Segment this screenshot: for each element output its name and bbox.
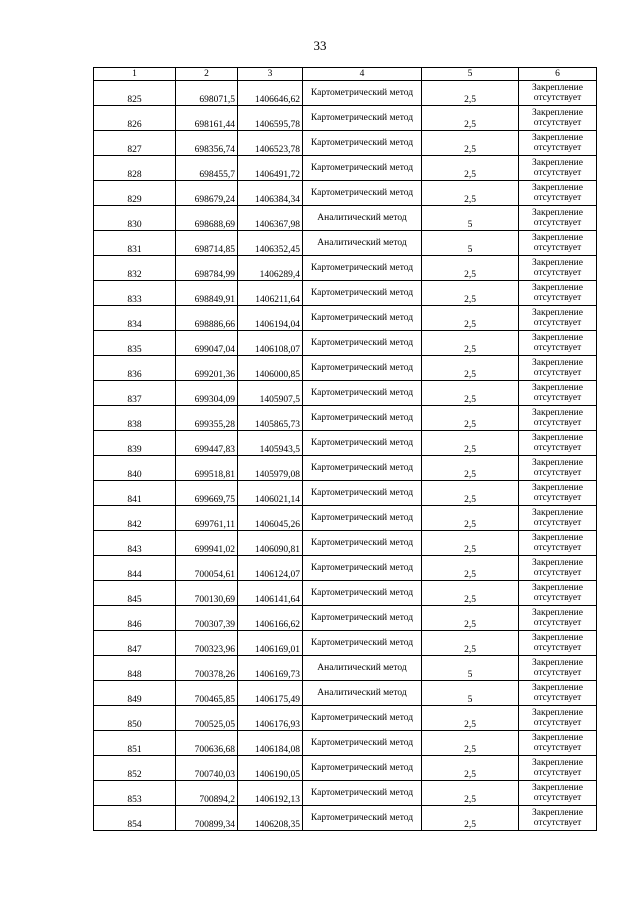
- header-row: [94, 68, 597, 81]
- point-number-cell: 835: [94, 331, 176, 356]
- x-coordinate-cell: 700307,39: [176, 606, 238, 631]
- method-cell: Аналитический метод: [303, 231, 422, 256]
- y-coordinate-cell: 1406090,81: [238, 531, 303, 556]
- fixing-cell: Закрепление отсутствует: [519, 756, 597, 781]
- method-cell: Картометрический метод: [303, 331, 422, 356]
- method-cell: Картометрический метод: [303, 306, 422, 331]
- table-row: [94, 106, 597, 131]
- accuracy-cell: 2,5: [422, 406, 519, 431]
- point-number-cell: 845: [94, 581, 176, 606]
- table-row: [94, 731, 597, 756]
- accuracy-cell: 2,5: [422, 431, 519, 456]
- fixing-cell: Закрепление отсутствует: [519, 106, 597, 131]
- x-coordinate-cell: 698688,69: [176, 206, 238, 231]
- fixing-cell: Закрепление отсутствует: [519, 556, 597, 581]
- y-coordinate-cell: 1406141,64: [238, 581, 303, 606]
- method-cell: Картометрический метод: [303, 731, 422, 756]
- x-coordinate-cell: 698849,91: [176, 281, 238, 306]
- y-coordinate-cell: 1406108,07: [238, 331, 303, 356]
- accuracy-cell: 2,5: [422, 281, 519, 306]
- accuracy-cell: 2,5: [422, 581, 519, 606]
- method-cell: Картометрический метод: [303, 106, 422, 131]
- header-cell: 2: [176, 68, 238, 81]
- point-number-cell: 852: [94, 756, 176, 781]
- y-coordinate-cell: 1406166,62: [238, 606, 303, 631]
- method-cell: Картометрический метод: [303, 281, 422, 306]
- header-cell: 6: [519, 68, 597, 81]
- point-number-cell: 830: [94, 206, 176, 231]
- method-cell: Картометрический метод: [303, 381, 422, 406]
- header-cell: 1: [94, 68, 176, 81]
- fixing-cell: Закрепление отсутствует: [519, 606, 597, 631]
- point-number-cell: 850: [94, 706, 176, 731]
- y-coordinate-cell: 1406211,64: [238, 281, 303, 306]
- y-coordinate-cell: 1405865,73: [238, 406, 303, 431]
- method-cell: Картометрический метод: [303, 756, 422, 781]
- table-row: [94, 431, 597, 456]
- x-coordinate-cell: 700740,03: [176, 756, 238, 781]
- x-coordinate-cell: 699941,02: [176, 531, 238, 556]
- point-number-cell: 846: [94, 606, 176, 631]
- y-coordinate-cell: 1406194,04: [238, 306, 303, 331]
- table-row: [94, 781, 597, 806]
- accuracy-cell: 5: [422, 656, 519, 681]
- fixing-cell: Закрепление отсутствует: [519, 131, 597, 156]
- fixing-cell: Закрепление отсутствует: [519, 531, 597, 556]
- table-row: [94, 331, 597, 356]
- method-cell: Картометрический метод: [303, 431, 422, 456]
- x-coordinate-cell: 700054,61: [176, 556, 238, 581]
- point-number-cell: 829: [94, 181, 176, 206]
- fixing-cell: Закрепление отсутствует: [519, 481, 597, 506]
- accuracy-cell: 5: [422, 206, 519, 231]
- header-cell: 5: [422, 68, 519, 81]
- point-number-cell: 837: [94, 381, 176, 406]
- method-cell: Картометрический метод: [303, 781, 422, 806]
- point-number-cell: 847: [94, 631, 176, 656]
- point-number-cell: 848: [94, 656, 176, 681]
- x-coordinate-cell: 699355,28: [176, 406, 238, 431]
- point-number-cell: 840: [94, 456, 176, 481]
- table-row: [94, 631, 597, 656]
- y-coordinate-cell: 1406352,45: [238, 231, 303, 256]
- table-row: [94, 181, 597, 206]
- y-coordinate-cell: 1406367,98: [238, 206, 303, 231]
- x-coordinate-cell: 700130,69: [176, 581, 238, 606]
- fixing-cell: Закрепление отсутствует: [519, 181, 597, 206]
- fixing-cell: Закрепление отсутствует: [519, 281, 597, 306]
- y-coordinate-cell: 1406184,08: [238, 731, 303, 756]
- accuracy-cell: 2,5: [422, 781, 519, 806]
- y-coordinate-cell: 1406176,93: [238, 706, 303, 731]
- accuracy-cell: 2,5: [422, 706, 519, 731]
- point-number-cell: 842: [94, 506, 176, 531]
- y-coordinate-cell: 1406045,26: [238, 506, 303, 531]
- table-row: [94, 81, 597, 106]
- y-coordinate-cell: 1406384,34: [238, 181, 303, 206]
- table-row: [94, 281, 597, 306]
- fixing-cell: Закрепление отсутствует: [519, 156, 597, 181]
- accuracy-cell: 2,5: [422, 106, 519, 131]
- x-coordinate-cell: 699304,09: [176, 381, 238, 406]
- x-coordinate-cell: 699447,83: [176, 431, 238, 456]
- accuracy-cell: 2,5: [422, 131, 519, 156]
- point-number-cell: 844: [94, 556, 176, 581]
- accuracy-cell: 2,5: [422, 81, 519, 106]
- accuracy-cell: 2,5: [422, 256, 519, 281]
- accuracy-cell: 2,5: [422, 481, 519, 506]
- y-coordinate-cell: 1406021,14: [238, 481, 303, 506]
- y-coordinate-cell: 1406190,05: [238, 756, 303, 781]
- table-row: [94, 481, 597, 506]
- y-coordinate-cell: 1406169,73: [238, 656, 303, 681]
- y-coordinate-cell: 1405979,08: [238, 456, 303, 481]
- x-coordinate-cell: 699761,11: [176, 506, 238, 531]
- table-row: [94, 156, 597, 181]
- accuracy-cell: 2,5: [422, 331, 519, 356]
- method-cell: Картометрический метод: [303, 556, 422, 581]
- y-coordinate-cell: 1406124,07: [238, 556, 303, 581]
- y-coordinate-cell: 1405907,5: [238, 381, 303, 406]
- table-row: [94, 256, 597, 281]
- point-number-cell: 853: [94, 781, 176, 806]
- x-coordinate-cell: 699047,04: [176, 331, 238, 356]
- point-number-cell: 838: [94, 406, 176, 431]
- table-row: [94, 556, 597, 581]
- y-coordinate-cell: 1406289,4: [238, 256, 303, 281]
- accuracy-cell: 2,5: [422, 456, 519, 481]
- table-row: [94, 581, 597, 606]
- point-number-cell: 849: [94, 681, 176, 706]
- accuracy-cell: 2,5: [422, 731, 519, 756]
- x-coordinate-cell: 700525,05: [176, 706, 238, 731]
- x-coordinate-cell: 698071,5: [176, 81, 238, 106]
- fixing-cell: Закрепление отсутствует: [519, 356, 597, 381]
- fixing-cell: Закрепление отсутствует: [519, 206, 597, 231]
- fixing-cell: Закрепление отсутствует: [519, 806, 597, 831]
- x-coordinate-cell: 698455,7: [176, 156, 238, 181]
- fixing-cell: Закрепление отсутствует: [519, 581, 597, 606]
- x-coordinate-cell: 698356,74: [176, 131, 238, 156]
- y-coordinate-cell: 1406595,78: [238, 106, 303, 131]
- table-row: [94, 131, 597, 156]
- point-number-cell: 827: [94, 131, 176, 156]
- accuracy-cell: 2,5: [422, 756, 519, 781]
- point-number-cell: 834: [94, 306, 176, 331]
- accuracy-cell: 2,5: [422, 506, 519, 531]
- table-row: [94, 806, 597, 831]
- accuracy-cell: 2,5: [422, 181, 519, 206]
- y-coordinate-cell: 1406208,35: [238, 806, 303, 831]
- y-coordinate-cell: 1406523,78: [238, 131, 303, 156]
- table-row: [94, 206, 597, 231]
- method-cell: Аналитический метод: [303, 656, 422, 681]
- table-row: [94, 381, 597, 406]
- accuracy-cell: 5: [422, 681, 519, 706]
- method-cell: Картометрический метод: [303, 606, 422, 631]
- fixing-cell: Закрепление отсутствует: [519, 256, 597, 281]
- x-coordinate-cell: 698679,24: [176, 181, 238, 206]
- method-cell: Картометрический метод: [303, 456, 422, 481]
- fixing-cell: Закрепление отсутствует: [519, 706, 597, 731]
- method-cell: Картометрический метод: [303, 581, 422, 606]
- y-coordinate-cell: 1406169,01: [238, 631, 303, 656]
- table-row: [94, 356, 597, 381]
- page-number: 33: [313, 38, 327, 53]
- point-number-cell: 839: [94, 431, 176, 456]
- accuracy-cell: 2,5: [422, 631, 519, 656]
- x-coordinate-cell: 698886,66: [176, 306, 238, 331]
- coordinates-table: [93, 67, 597, 831]
- table-row: [94, 756, 597, 781]
- x-coordinate-cell: 699518,81: [176, 456, 238, 481]
- x-coordinate-cell: 700899,34: [176, 806, 238, 831]
- table-row: [94, 306, 597, 331]
- method-cell: Картометрический метод: [303, 81, 422, 106]
- method-cell: Аналитический метод: [303, 206, 422, 231]
- method-cell: Картометрический метод: [303, 481, 422, 506]
- accuracy-cell: 2,5: [422, 156, 519, 181]
- point-number-cell: 833: [94, 281, 176, 306]
- point-number-cell: 854: [94, 806, 176, 831]
- method-cell: Картометрический метод: [303, 156, 422, 181]
- fixing-cell: Закрепление отсутствует: [519, 306, 597, 331]
- x-coordinate-cell: 700323,96: [176, 631, 238, 656]
- y-coordinate-cell: 1406646,62: [238, 81, 303, 106]
- method-cell: Картометрический метод: [303, 506, 422, 531]
- method-cell: Аналитический метод: [303, 681, 422, 706]
- fixing-cell: Закрепление отсутствует: [519, 406, 597, 431]
- table-body: [94, 81, 597, 831]
- accuracy-cell: 2,5: [422, 806, 519, 831]
- table-row: [94, 231, 597, 256]
- x-coordinate-cell: 700894,2: [176, 781, 238, 806]
- method-cell: Картометрический метод: [303, 256, 422, 281]
- fixing-cell: Закрепление отсутствует: [519, 456, 597, 481]
- method-cell: Картометрический метод: [303, 406, 422, 431]
- fixing-cell: Закрепление отсутствует: [519, 506, 597, 531]
- y-coordinate-cell: 1406000,85: [238, 356, 303, 381]
- method-cell: Картометрический метод: [303, 356, 422, 381]
- x-coordinate-cell: 698161,44: [176, 106, 238, 131]
- x-coordinate-cell: 700465,85: [176, 681, 238, 706]
- fixing-cell: Закрепление отсутствует: [519, 631, 597, 656]
- table-row: [94, 406, 597, 431]
- fixing-cell: Закрепление отсутствует: [519, 781, 597, 806]
- method-cell: Картометрический метод: [303, 531, 422, 556]
- method-cell: Картометрический метод: [303, 131, 422, 156]
- point-number-cell: 836: [94, 356, 176, 381]
- accuracy-cell: 5: [422, 231, 519, 256]
- method-cell: Картометрический метод: [303, 706, 422, 731]
- fixing-cell: Закрепление отсутствует: [519, 331, 597, 356]
- method-cell: Картометрический метод: [303, 631, 422, 656]
- point-number-cell: 851: [94, 731, 176, 756]
- table-row: [94, 531, 597, 556]
- x-coordinate-cell: 700636,68: [176, 731, 238, 756]
- table-row: [94, 706, 597, 731]
- point-number-cell: 828: [94, 156, 176, 181]
- accuracy-cell: 2,5: [422, 356, 519, 381]
- x-coordinate-cell: 698714,85: [176, 231, 238, 256]
- point-number-cell: 832: [94, 256, 176, 281]
- point-number-cell: 831: [94, 231, 176, 256]
- accuracy-cell: 2,5: [422, 381, 519, 406]
- y-coordinate-cell: 1405943,5: [238, 431, 303, 456]
- fixing-cell: Закрепление отсутствует: [519, 381, 597, 406]
- fixing-cell: Закрепление отсутствует: [519, 81, 597, 106]
- y-coordinate-cell: 1406491,72: [238, 156, 303, 181]
- table-row: [94, 681, 597, 706]
- x-coordinate-cell: 699669,75: [176, 481, 238, 506]
- y-coordinate-cell: 1406175,49: [238, 681, 303, 706]
- accuracy-cell: 2,5: [422, 306, 519, 331]
- accuracy-cell: 2,5: [422, 531, 519, 556]
- point-number-cell: 826: [94, 106, 176, 131]
- x-coordinate-cell: 699201,36: [176, 356, 238, 381]
- fixing-cell: Закрепление отсутствует: [519, 731, 597, 756]
- table-row: [94, 606, 597, 631]
- table-row: [94, 456, 597, 481]
- point-number-cell: 825: [94, 81, 176, 106]
- header-cell: 3: [238, 68, 303, 81]
- method-cell: Картометрический метод: [303, 181, 422, 206]
- point-number-cell: 843: [94, 531, 176, 556]
- table-row: [94, 506, 597, 531]
- fixing-cell: Закрепление отсутствует: [519, 431, 597, 456]
- accuracy-cell: 2,5: [422, 606, 519, 631]
- fixing-cell: Закрепление отсутствует: [519, 656, 597, 681]
- fixing-cell: Закрепление отсутствует: [519, 681, 597, 706]
- point-number-cell: 841: [94, 481, 176, 506]
- accuracy-cell: 2,5: [422, 556, 519, 581]
- header-cell: 4: [303, 68, 422, 81]
- x-coordinate-cell: 700378,26: [176, 656, 238, 681]
- y-coordinate-cell: 1406192,13: [238, 781, 303, 806]
- x-coordinate-cell: 698784,99: [176, 256, 238, 281]
- method-cell: Картометрический метод: [303, 806, 422, 831]
- fixing-cell: Закрепление отсутствует: [519, 231, 597, 256]
- table-row: [94, 656, 597, 681]
